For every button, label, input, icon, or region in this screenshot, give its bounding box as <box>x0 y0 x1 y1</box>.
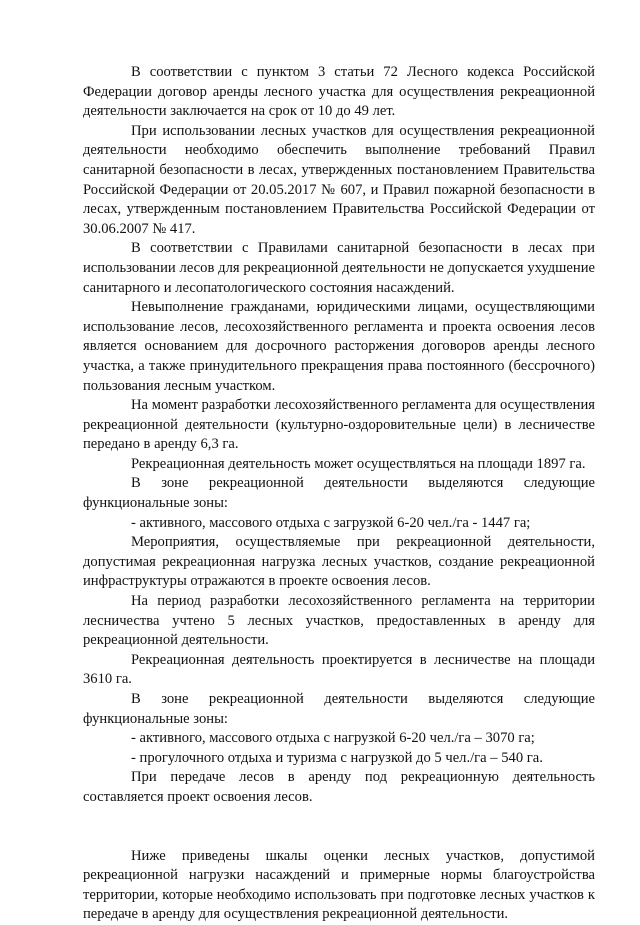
list-item-walking-tourism-540: - прогулочного отдыха и туризма с нагрузкой до 5 чел./га – 540 га. <box>131 749 543 766</box>
paragraph-functional-zones-2: В зоне рекреационной деятельности выделяются следующие функциональные зоны: <box>83 691 595 727</box>
paragraph-recreation-area-1897: Рекреационная деятельность может осуществляться на площади 1897 га. <box>131 455 586 472</box>
paragraph-measures: Мероприятия, осуществляемые при рекреационной деятельности, допустимая рекреационная нагрузка лесных участков, создание рекреационной инфраструктуры отражаются в проекте освоения лесов. <box>83 534 595 590</box>
paragraph-safety-rules: При использовании лесных участков для осуществления рекреационной деятельности необходимо обеспечить выполнение требований Правил санитарной безопасности в лесах, утвержденных постановлением Правительства Российской Федерации от 20.05.2017 № 607, и Правил пожарной безопасности в лесах, утвержденным постановлением Правительства Российской Федерации от 30.06.2007 № 417. <box>83 122 595 237</box>
paragraph-scales-intro: Ниже приведены шкалы оценки лесных участков, допустимой рекреационной нагрузки насаждений и примерные нормы благоустройства территории, которые необходимо использовать при подготовке лесных участков к передаче в аренду для осуществления рекреационной деятельности. <box>83 847 595 923</box>
paragraph-noncompliance: Невыполнение гражданами, юридическими лицами, осуществляющими использование лесов, лесохозяйственного регламента и проекта освоения лесов является основанием для досрочного расторжения договоров аренды лесного участка, а также принудительного прекращения права постоянного (бессрочного) пользования лесным участком. <box>83 299 595 394</box>
paragraph-sanitary-rules: В соответствии с Правилами санитарной безопасности в лесах при использовании лесов для рекреационной деятельности не допускается ухудшение санитарного и лесопатологического состояния насаждений. <box>83 240 595 296</box>
list-item-active-rest-3070: - активного, массового отдыха с нагрузкой 6-20 чел./га – 3070 га; <box>131 730 535 747</box>
paragraph-lease-term: В соответствии с пунктом 3 статьи 72 Лесного кодекса Российской Федерации договор аренды лесного участка для осуществления рекреационной деятельности заключается на срок от 10 до 49 лет. <box>83 64 595 120</box>
paragraph-leased-area: На момент разработки лесохозяйственного регламента для осуществления рекреационной деятельности (культурно-оздоровительные цели) в лесничестве передано в аренду 6,3 га. <box>83 397 595 453</box>
paragraph-recreation-area-3610: Рекреационная деятельность проектируется в лесничестве на площади 3610 га. <box>83 651 595 688</box>
paragraph-development-project: При передаче лесов в аренду под рекреационную деятельность составляется проект освоения лесов. <box>83 769 595 805</box>
paragraph-spacer <box>83 808 595 847</box>
list-item-active-rest-1447: - активного, массового отдыха с загрузкой 6-20 чел./га - 1447 га; <box>131 514 531 531</box>
document-body <box>83 63 595 925</box>
paragraph-functional-zones-1: В зоне рекреационной деятельности выделяются следующие функциональные зоны: <box>83 475 595 512</box>
paragraph-leased-plots: На период разработки лесохозяйственного регламента на территории лесничества учтено 5 лесных участков, предоставленных в аренду для рекреационной деятельности. <box>83 593 595 649</box>
